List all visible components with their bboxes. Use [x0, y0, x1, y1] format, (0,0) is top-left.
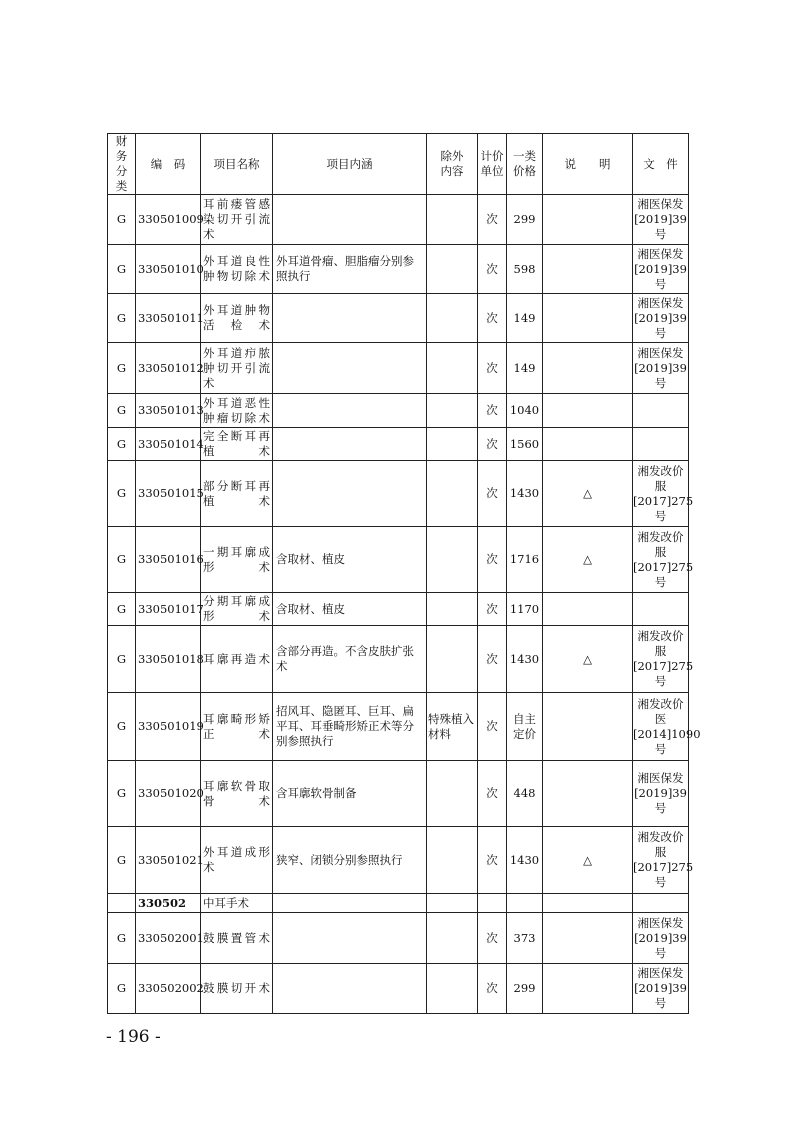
- item-content-cell: 含取材、植皮: [273, 593, 427, 626]
- item-name-cell: 鼓膜切开术: [201, 964, 273, 1014]
- price-cell: 1716: [507, 527, 543, 593]
- exclusions-cell: [427, 527, 478, 593]
- header-unit: 计价单位: [478, 134, 507, 195]
- table-row: [108, 964, 689, 1014]
- price-cell: 373: [507, 913, 543, 964]
- category-cell: [108, 894, 136, 913]
- category-cell: G: [108, 761, 136, 827]
- item-content-cell: [273, 195, 427, 245]
- header-price: 一类价格: [507, 134, 543, 195]
- code-cell: 330502: [136, 894, 201, 913]
- unit-cell: 次: [478, 913, 507, 964]
- category-cell: G: [108, 428, 136, 461]
- page-number: - 196 -: [106, 1027, 161, 1047]
- table-row: [108, 693, 689, 761]
- file-cell: 湘发改价服[2017]275号: [633, 461, 689, 527]
- category-cell: G: [108, 527, 136, 593]
- category-cell: G: [108, 394, 136, 428]
- note-cell: [543, 593, 633, 626]
- item-content-cell: [273, 461, 427, 527]
- price-cell: 1430: [507, 626, 543, 693]
- unit-cell: 次: [478, 593, 507, 626]
- note-cell: [543, 195, 633, 245]
- category-cell: G: [108, 294, 136, 343]
- exclusions-cell: [427, 593, 478, 626]
- price-cell: 149: [507, 294, 543, 343]
- price-cell: 149: [507, 343, 543, 394]
- item-content-cell: [273, 394, 427, 428]
- table-row: [108, 294, 689, 343]
- code-cell: 330501016: [136, 527, 201, 593]
- price-cell: 598: [507, 245, 543, 294]
- exclusions-cell: 特殊植入材料: [427, 693, 478, 761]
- item-name-cell: 中耳手术: [201, 894, 273, 913]
- code-cell: 330502002: [136, 964, 201, 1014]
- item-content-cell: 含部分再造。不含皮肤扩张术: [273, 626, 427, 693]
- exclusions-cell: [427, 428, 478, 461]
- code-cell: 330502001: [136, 913, 201, 964]
- code-cell: 330501013: [136, 394, 201, 428]
- code-cell: 330501014: [136, 428, 201, 461]
- header-exclusions: 除外内容: [427, 134, 478, 195]
- header-code: 编 码: [136, 134, 201, 195]
- item-name-cell: 耳廓软骨取骨术: [201, 761, 273, 827]
- code-cell: 330501021: [136, 827, 201, 894]
- price-cell: 1430: [507, 827, 543, 894]
- item-content-cell: [273, 964, 427, 1014]
- table-row: [108, 394, 689, 428]
- table-header-row: [108, 134, 689, 195]
- category-cell: G: [108, 245, 136, 294]
- item-name-cell: 耳廓畸形矫正术: [201, 693, 273, 761]
- category-cell: G: [108, 964, 136, 1014]
- unit-cell: 次: [478, 527, 507, 593]
- exclusions-cell: [427, 894, 478, 913]
- price-cell: 1430: [507, 461, 543, 527]
- item-content-cell: 外耳道骨瘤、胆脂瘤分别参照执行: [273, 245, 427, 294]
- file-cell: 湘发改价服[2017]275号: [633, 626, 689, 693]
- item-content-cell: [273, 894, 427, 913]
- item-content-cell: 狭窄、闭锁分别参照执行: [273, 827, 427, 894]
- category-cell: G: [108, 343, 136, 394]
- exclusions-cell: [427, 343, 478, 394]
- item-name-cell: 鼓膜置管术: [201, 913, 273, 964]
- note-cell: [543, 394, 633, 428]
- file-cell: 湘医保发[2019]39号: [633, 294, 689, 343]
- note-cell: △: [543, 461, 633, 527]
- price-table-container: [107, 133, 701, 1014]
- code-cell: 330501018: [136, 626, 201, 693]
- file-cell: [633, 428, 689, 461]
- table-body: [108, 195, 701, 1014]
- unit-cell: 次: [478, 394, 507, 428]
- item-name-cell: 分期耳廓成形术: [201, 593, 273, 626]
- note-cell: [543, 964, 633, 1014]
- exclusions-cell: [427, 964, 478, 1014]
- item-content-cell: [273, 428, 427, 461]
- exclusions-cell: [427, 394, 478, 428]
- note-cell: [543, 913, 633, 964]
- unit-cell: 次: [478, 626, 507, 693]
- table-row: [108, 827, 689, 894]
- price-cell: 1560: [507, 428, 543, 461]
- header-note: 说 明: [543, 134, 633, 195]
- note-cell: △: [543, 626, 633, 693]
- item-name-cell: 耳廓再造术: [201, 626, 273, 693]
- item-name-cell: 外耳道肿物活检术: [201, 294, 273, 343]
- table-row: [108, 593, 689, 626]
- item-content-cell: [273, 294, 427, 343]
- file-cell: [633, 894, 689, 913]
- price-cell: 448: [507, 761, 543, 827]
- file-cell: 湘医保发[2019]39号: [633, 964, 689, 1014]
- header-file: 文 件: [633, 134, 689, 195]
- note-cell: [543, 294, 633, 343]
- header-item-name: 项目名称: [201, 134, 273, 195]
- file-cell: 湘医保发[2019]39号: [633, 343, 689, 394]
- unit-cell: 次: [478, 294, 507, 343]
- table-row: [108, 428, 689, 461]
- price-cell: 1040: [507, 394, 543, 428]
- code-cell: 330501010: [136, 245, 201, 294]
- code-cell: 330501012: [136, 343, 201, 394]
- item-content-cell: 招风耳、隐匿耳、巨耳、扁平耳、耳垂畸形矫正术等分别参照执行: [273, 693, 427, 761]
- price-cell: 299: [507, 964, 543, 1014]
- file-cell: 湘医保发[2019]39号: [633, 761, 689, 827]
- price-cell: 1170: [507, 593, 543, 626]
- table-row: [108, 527, 689, 593]
- item-content-cell: 含耳廓软骨制备: [273, 761, 427, 827]
- category-cell: G: [108, 827, 136, 894]
- note-cell: △: [543, 827, 633, 894]
- file-cell: [633, 394, 689, 428]
- price-cell: 299: [507, 195, 543, 245]
- item-name-cell: 部分断耳再植术: [201, 461, 273, 527]
- unit-cell: 次: [478, 761, 507, 827]
- file-cell: 湘发改价医[2014]1090号: [633, 693, 689, 761]
- item-content-cell: [273, 913, 427, 964]
- price-cell: [507, 894, 543, 913]
- exclusions-cell: [427, 195, 478, 245]
- unit-cell: 次: [478, 461, 507, 527]
- note-cell: [543, 245, 633, 294]
- file-cell: 湘医保发[2019]39号: [633, 195, 689, 245]
- exclusions-cell: [427, 461, 478, 527]
- file-cell: 湘医保发[2019]39号: [633, 245, 689, 294]
- unit-cell: 次: [478, 693, 507, 761]
- note-cell: [543, 693, 633, 761]
- price-cell: 自主定价: [507, 693, 543, 761]
- table-row: [108, 626, 689, 693]
- exclusions-cell: [427, 626, 478, 693]
- unit-cell: 次: [478, 827, 507, 894]
- category-cell: G: [108, 195, 136, 245]
- unit-cell: 次: [478, 964, 507, 1014]
- category-cell: G: [108, 913, 136, 964]
- item-content-cell: [273, 343, 427, 394]
- category-cell: G: [108, 693, 136, 761]
- exclusions-cell: [427, 761, 478, 827]
- file-cell: 湘发改价服[2017]275号: [633, 527, 689, 593]
- exclusions-cell: [427, 827, 478, 894]
- unit-cell: 次: [478, 245, 507, 294]
- exclusions-cell: [427, 294, 478, 343]
- exclusions-cell: [427, 913, 478, 964]
- table-row: [108, 343, 689, 394]
- table-row: [108, 761, 689, 827]
- unit-cell: 次: [478, 428, 507, 461]
- code-cell: 330501017: [136, 593, 201, 626]
- item-name-cell: 耳前瘘管感染切开引流术: [201, 195, 273, 245]
- code-cell: 330501019: [136, 693, 201, 761]
- table-row: [108, 913, 689, 964]
- note-cell: [543, 894, 633, 913]
- file-cell: [633, 593, 689, 626]
- note-cell: △: [543, 527, 633, 593]
- note-cell: [543, 343, 633, 394]
- header-item-content: 项目内涵: [273, 134, 427, 195]
- code-cell: 330501009: [136, 195, 201, 245]
- unit-cell: 次: [478, 195, 507, 245]
- category-cell: G: [108, 593, 136, 626]
- unit-cell: [478, 894, 507, 913]
- item-name-cell: 完全断耳再植术: [201, 428, 273, 461]
- code-cell: 330501020: [136, 761, 201, 827]
- note-cell: [543, 428, 633, 461]
- code-cell: 330501015: [136, 461, 201, 527]
- header-category: 财务分类: [108, 134, 136, 195]
- exclusions-cell: [427, 245, 478, 294]
- note-cell: [543, 761, 633, 827]
- category-cell: G: [108, 461, 136, 527]
- file-cell: 湘医保发[2019]39号: [633, 913, 689, 964]
- table-row: [108, 894, 689, 913]
- item-name-cell: 外耳道成形术: [201, 827, 273, 894]
- table-row: [108, 461, 689, 527]
- item-name-cell: 外耳道疖脓肿切开引流术: [201, 343, 273, 394]
- item-name-cell: 一期耳廓成形术: [201, 527, 273, 593]
- item-name-cell: 外耳道恶性肿瘤切除术: [201, 394, 273, 428]
- code-cell: 330501011: [136, 294, 201, 343]
- price-table: [107, 133, 701, 1014]
- table-row: [108, 245, 689, 294]
- item-content-cell: 含取材、植皮: [273, 527, 427, 593]
- category-cell: G: [108, 626, 136, 693]
- item-name-cell: 外耳道良性肿物切除术: [201, 245, 273, 294]
- file-cell: 湘发改价服[2017]275号: [633, 827, 689, 894]
- unit-cell: 次: [478, 343, 507, 394]
- table-row: [108, 195, 689, 245]
